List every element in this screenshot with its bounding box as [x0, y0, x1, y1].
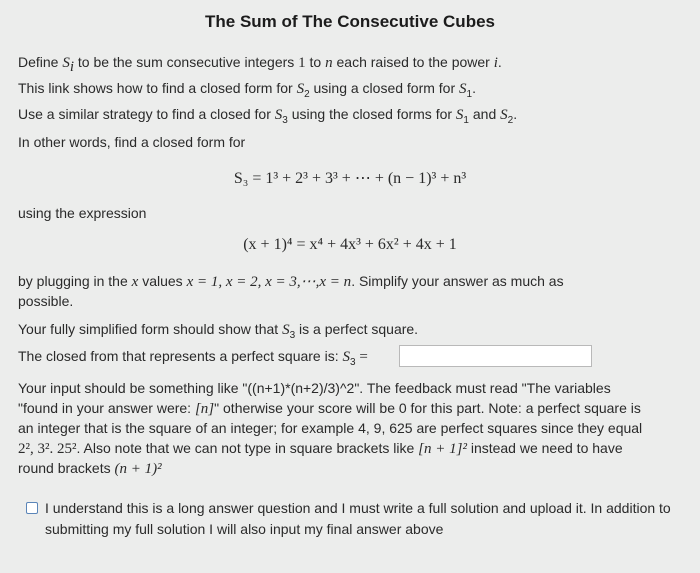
- page-title: The Sum of The Consecutive Cubes: [205, 12, 495, 31]
- using-expression-label: using the expression: [18, 205, 147, 221]
- answer-input[interactable]: [399, 345, 592, 367]
- other-words-line: In other words, find a closed form for: [18, 134, 246, 150]
- acknowledge-checkbox[interactable]: [26, 502, 38, 514]
- acknowledge-label: I understand this is a long answer question and I must write a full solution and upload it. In addition to submitting my full solution I will also input my final answer above: [45, 500, 671, 537]
- link-line: This link shows how to find a closed form for $S_2$ using a closed form for $S_1$.: [18, 80, 476, 100]
- binomial-expansion-formula: (x + 1)⁴ = x⁴ + 4x³ + 6x² + 4x + 1: [243, 236, 457, 253]
- plugging-instruction: by plugging in the x values x = 1, x = 2, x = 3,⋯,x = n. Simplify your answer as much as: [18, 273, 564, 290]
- closed-form-label: The closed from that represents a perfect square is: $S_3$ =: [18, 348, 368, 368]
- definition-line: Define $S_i$ to be the sum consecutive integers 1 to n each raised to the power i.: [18, 54, 502, 75]
- sum-of-cubes-formula: S₃ = 1³ + 2³ + 3³ + ⋯ + (n − 1)³ + n³: [233, 170, 467, 187]
- plugging-instruction-cont: possible.: [18, 293, 74, 309]
- strategy-line: Use a similar strategy to find a closed for $S_3$ using the closed forms for $S_1$ and $S_2$.: [18, 106, 518, 126]
- perfect-square-line: Your fully simplified form should show that $S_3$ is a perfect square.: [18, 321, 419, 341]
- instruction-paragraph: Your input should be something like "((n+1)*(n+2)/3)^2". The feedback must read "The variables "found in your answer were: [n]" otherwise your score will be 0 for this part. Note: a perfect square is an integer that is the square of an integer; for example 4, 9, 625 are perfect squares since they equal 2², 3². 25². Also note that we can not type in square brackets like [n + 1]² instead we need to have round brackets (n + 1)²: [18, 380, 643, 477]
